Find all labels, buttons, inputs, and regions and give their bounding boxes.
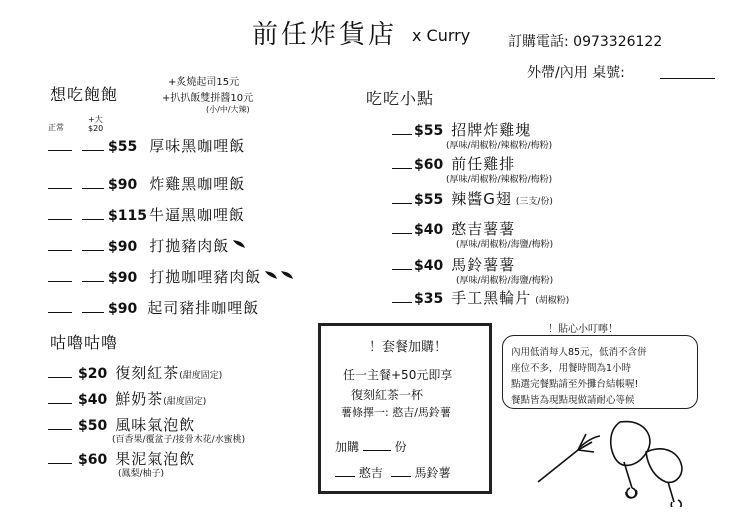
column-regular: 正常: [48, 123, 64, 132]
snacks-section-title: 吃吃小點: [366, 89, 435, 108]
item-name: 炸雞黑咖哩飯: [149, 175, 246, 193]
qty-blank: [48, 377, 72, 378]
item-price: $50: [78, 418, 108, 434]
addon-cheese: +炙燒起司15元: [168, 77, 240, 88]
combo-opt1-blank: [335, 476, 355, 477]
qty-blank: [392, 203, 412, 204]
qty-blank: [392, 233, 412, 234]
menu-item: [392, 153, 515, 174]
combo-addon-row: [335, 438, 407, 455]
item-note: (三支/份): [515, 197, 553, 207]
qty-blank: [48, 429, 72, 430]
column-large: +大: [88, 115, 103, 124]
qty-blank: [48, 403, 72, 404]
notice-box: [502, 335, 698, 409]
item-name: 風味氣泡飲: [115, 416, 196, 434]
item-name: 牛逼黑咖哩飯: [148, 206, 245, 224]
item-price: $115: [108, 208, 147, 224]
collab-label: x Curry: [412, 26, 471, 45]
item-price: $90: [108, 270, 138, 286]
item-price: $90: [108, 239, 138, 255]
curry-section-title: 想吃飽飽: [50, 85, 119, 104]
menu-item: [392, 218, 515, 239]
item-options: (厚味/胡椒粉/海鹽/梅粉): [456, 276, 554, 286]
menu-item: [48, 362, 222, 383]
chili-icon: [263, 268, 279, 282]
item-price: $40: [414, 258, 444, 274]
item-name: 果泥氣泡飲: [115, 450, 196, 468]
item-name: 手工黑輪片: [451, 289, 532, 307]
item-note: (甜度固定): [179, 371, 223, 381]
item-options: (厚味/胡椒粉/辣椒粉/梅粉): [446, 175, 553, 185]
drinks-section-title: 咕嚕咕嚕: [50, 333, 119, 352]
item-name: 起司豬排咖哩飯: [147, 299, 260, 317]
item-price: $40: [414, 222, 444, 238]
order-phone: 訂購電話: 0973326122: [508, 34, 663, 50]
item-name: 前任雞排: [451, 155, 516, 173]
combo-opt2-blank: [391, 476, 411, 477]
combo-line-2: 復刻紅茶一杯: [351, 388, 424, 402]
item-price: $55: [108, 139, 138, 155]
item-price: $60: [78, 452, 108, 468]
qty-blank-large: [82, 281, 104, 282]
qty-blank-regular: [48, 312, 72, 313]
chili-icon: [279, 268, 295, 282]
item-price: $20: [78, 366, 108, 382]
item-name: 馬鈴薯薯: [451, 256, 516, 274]
item-options: (百香果/覆盆子/接骨木花/水蜜桃): [112, 435, 246, 445]
item-price: $35: [414, 291, 444, 307]
menu-item: [392, 254, 515, 275]
item-options: (厚味/胡椒粉/海鹽/梅粉): [456, 240, 554, 250]
menu-item: [48, 173, 245, 194]
combo-opt2: 馬鈴薯: [414, 466, 451, 480]
combo-line-1: 任一主餐+50元即享: [343, 368, 453, 382]
item-name: 厚味黑咖哩飯: [149, 137, 246, 155]
table-number-blank: [660, 78, 715, 79]
notice-line: 座位不多，用餐時間為1小時: [511, 363, 632, 374]
notice-title: ！貼心小叮嚀！: [548, 324, 618, 335]
order-type-label: 外帶/內用 桌號:: [527, 65, 625, 81]
shop-title: 前任炸貨店: [252, 20, 398, 50]
notice-line: 餐點皆為現點現做請耐心等候: [511, 395, 635, 406]
menu-item: [48, 135, 245, 156]
combo-options-row: [335, 464, 451, 481]
item-price: $40: [78, 392, 108, 408]
item-note: (胡椒粉): [535, 296, 570, 306]
item-options: (鳳梨/柚子): [118, 469, 165, 479]
combo-opt1: 憨吉: [358, 466, 383, 480]
qty-blank-large: [82, 150, 104, 151]
qty-blank-regular: [48, 250, 72, 251]
menu-item: [48, 235, 247, 256]
menu-item: [392, 188, 553, 209]
column-large-price: $20: [88, 124, 104, 133]
menu-item: [48, 388, 206, 409]
qty-blank-large: [82, 219, 104, 220]
item-price: $55: [414, 123, 444, 139]
qty-blank-regular: [48, 219, 72, 220]
qty-blank-regular: [48, 150, 72, 151]
qty-blank: [392, 269, 412, 270]
qty-blank-regular: [48, 188, 72, 189]
item-name: 招牌炸雞塊: [451, 121, 532, 139]
qty-blank: [48, 463, 72, 464]
item-options: (厚味/胡椒粉/辣椒粉/梅粉): [446, 141, 553, 151]
chili-icon: [231, 237, 247, 251]
item-price: $55: [414, 192, 444, 208]
item-name: 復刻紅茶: [115, 364, 180, 382]
notice-line: 內用低消每人85元，低消不含併: [511, 347, 647, 358]
menu-item: [392, 287, 569, 308]
item-name: 辣醬G翅: [451, 190, 512, 208]
spice-levels: (小/中/大辣): [206, 105, 250, 114]
item-price: $60: [414, 157, 444, 173]
combo-title: ！套餐加購！: [369, 340, 448, 355]
item-name: 打拋豬肉飯: [149, 237, 230, 255]
qty-blank-regular: [48, 281, 72, 282]
qty-blank: [392, 168, 412, 169]
menu-item: [48, 297, 259, 318]
item-name: 打拋咖哩豬肉飯: [149, 268, 262, 286]
combo-addon-label: 加購: [335, 440, 360, 454]
fork-and-drumstick-icon: [528, 412, 708, 507]
combo-addon-unit: 份: [394, 440, 407, 454]
qty-blank-large: [82, 188, 104, 189]
notice-line: 點選完餐點請至外攤台結帳喔!: [511, 379, 639, 390]
qty-blank-large: [82, 250, 104, 251]
qty-blank: [392, 302, 412, 303]
combo-line-3: 薯條擇一: 憨吉/馬鈴薯: [341, 406, 451, 419]
menu-item: [48, 204, 245, 225]
qty-blank-large: [82, 312, 104, 313]
item-name: 鮮奶茶: [115, 390, 164, 408]
menu-item: [48, 266, 295, 287]
item-name: 憨吉薯薯: [451, 220, 516, 238]
item-price: $90: [108, 301, 138, 317]
combo-addon-qty-blank: [363, 450, 391, 451]
qty-blank: [392, 134, 412, 135]
item-note: (甜度固定): [163, 397, 207, 407]
item-price: $90: [108, 177, 138, 193]
menu-item: [392, 119, 531, 140]
combo-box: [318, 323, 492, 494]
addon-double-sauce: +扒扒飯雙拼醬10元: [162, 93, 254, 104]
